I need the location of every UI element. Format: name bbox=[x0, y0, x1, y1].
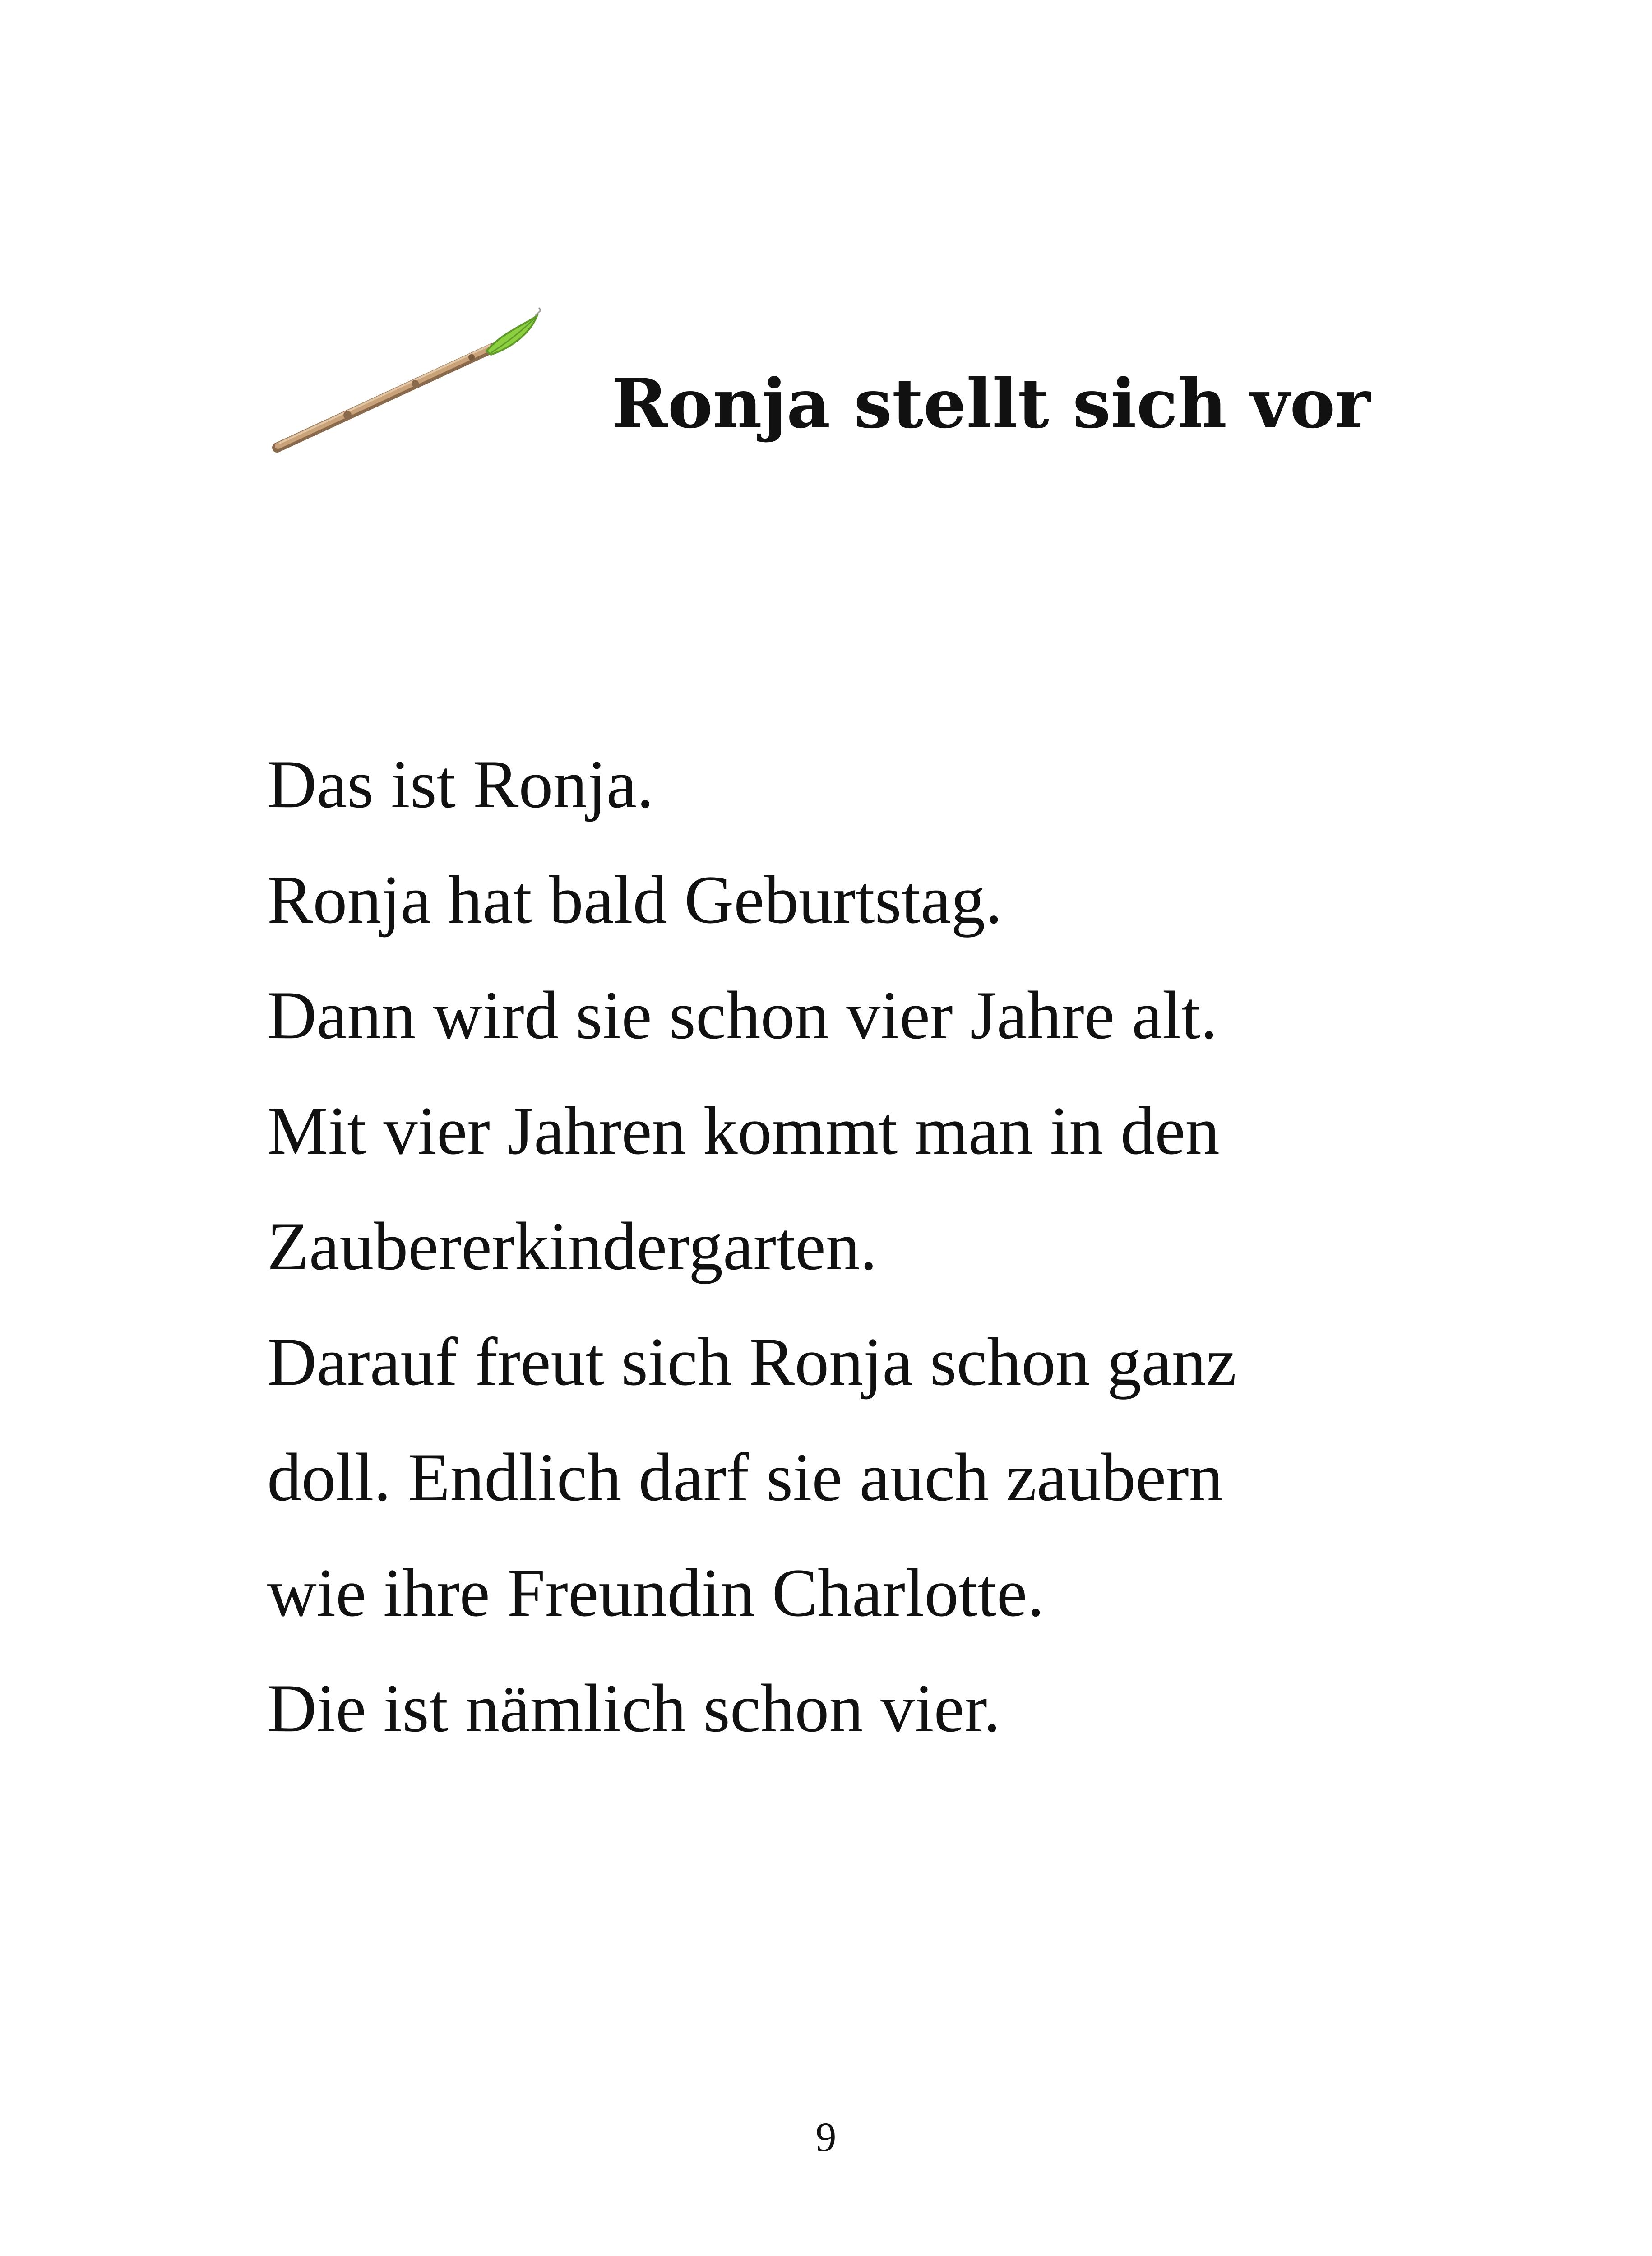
text-line: Mit vier Jahren kommt man in den bbox=[267, 1093, 1220, 1169]
text-line: doll. Endlich darf sie auch zaubern bbox=[267, 1439, 1223, 1515]
story-text bbox=[267, 726, 1531, 1766]
text-line: wie ihre Freundin Charlotte. bbox=[267, 1555, 1045, 1631]
magic-wand-icon bbox=[266, 298, 551, 478]
page-number: 9 bbox=[815, 2114, 837, 2160]
text-line: Die ist nämlich schon vier. bbox=[267, 1670, 1001, 1746]
page-title: Ronja stellt sich vor bbox=[611, 364, 1371, 444]
text-line: Zaubererkindergarten. bbox=[267, 1208, 877, 1284]
text-line: Darauf freut sich Ronja schon ganz bbox=[267, 1324, 1237, 1400]
text-line: Das ist Ronja. bbox=[267, 746, 654, 822]
text-line: Dann wird sie schon vier Jahre alt. bbox=[267, 977, 1218, 1053]
text-line: Ronja hat bald Geburtstag. bbox=[267, 862, 1003, 938]
